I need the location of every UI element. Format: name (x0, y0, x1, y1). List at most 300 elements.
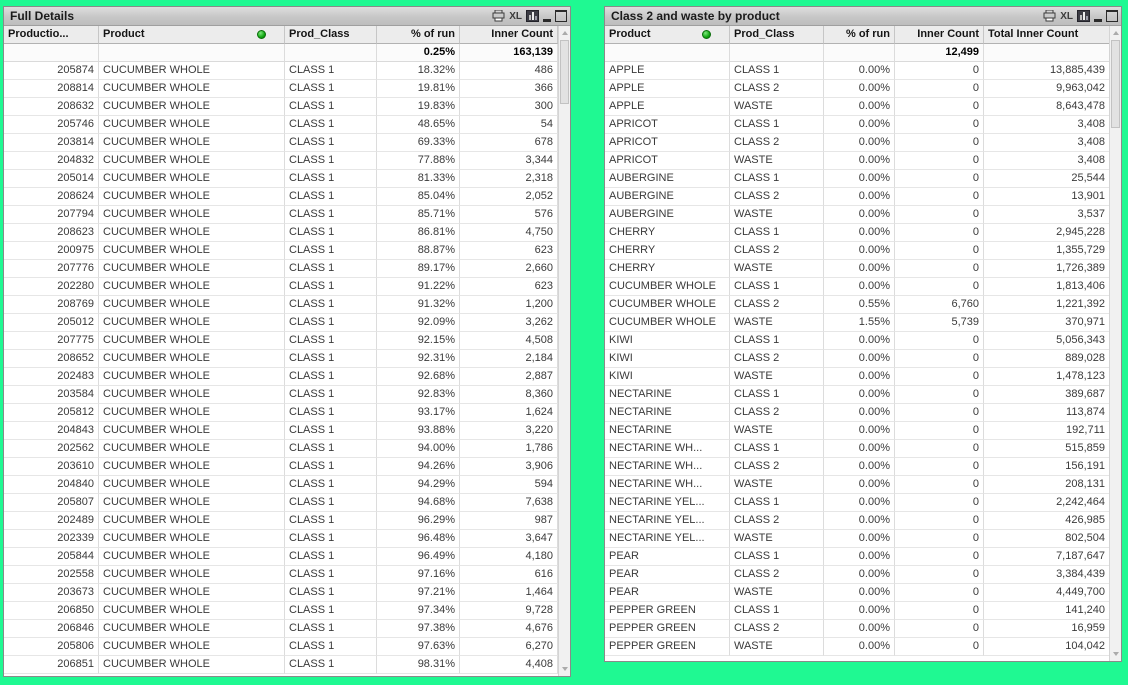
cell-pct-of-run[interactable]: 1.55% (824, 314, 895, 332)
cell-inner-count[interactable]: 9,728 (460, 602, 558, 620)
cell-total-inner-count[interactable]: 389,687 (984, 386, 1110, 404)
cell-inner-count[interactable]: 5,739 (895, 314, 984, 332)
cell-production[interactable]: 208769 (4, 296, 99, 314)
cell-product[interactable]: CUCUMBER WHOLE (605, 314, 730, 332)
cell-pct-of-run[interactable]: 0.00% (824, 548, 895, 566)
cell-pct-of-run[interactable]: 0.00% (824, 440, 895, 458)
scrollbar-thumb[interactable] (1111, 40, 1120, 128)
cell-product[interactable]: CUCUMBER WHOLE (605, 296, 730, 314)
cell-prod-class[interactable]: CLASS 2 (730, 242, 824, 260)
cell-inner-count[interactable]: 4,180 (460, 548, 558, 566)
cell-total-inner-count[interactable]: 13,901 (984, 188, 1110, 206)
cell-production[interactable]: 203673 (4, 584, 99, 602)
cell-pct-of-run[interactable]: 85.04% (377, 188, 460, 206)
cell-product[interactable]: CUCUMBER WHOLE (99, 134, 285, 152)
cell-product[interactable]: CUCUMBER WHOLE (99, 98, 285, 116)
scrollbar-thumb[interactable] (560, 40, 569, 104)
cell-total-inner-count[interactable]: 3,408 (984, 152, 1110, 170)
cell-product[interactable]: CUCUMBER WHOLE (99, 152, 285, 170)
cell-product[interactable]: KIWI (605, 332, 730, 350)
cell-prod-class[interactable]: CLASS 1 (285, 296, 377, 314)
cell-product[interactable]: CUCUMBER WHOLE (99, 440, 285, 458)
cell-inner-count[interactable]: 3,220 (460, 422, 558, 440)
cell-prod-class[interactable]: CLASS 1 (285, 584, 377, 602)
cell-prod-class[interactable]: CLASS 1 (285, 512, 377, 530)
cell-pct-of-run[interactable]: 48.65% (377, 116, 460, 134)
cell-prod-class[interactable]: WASTE (730, 314, 824, 332)
cell-inner-count[interactable]: 0 (895, 152, 984, 170)
cell-inner-count[interactable]: 3,344 (460, 152, 558, 170)
cell-product[interactable]: CHERRY (605, 224, 730, 242)
minimize-icon[interactable] (1094, 9, 1102, 23)
cell-pct-of-run[interactable]: 0.00% (824, 80, 895, 98)
cell-pct-of-run[interactable]: 93.88% (377, 422, 460, 440)
cell-total-inner-count[interactable]: 3,408 (984, 116, 1110, 134)
cell-inner-count[interactable]: 0 (895, 260, 984, 278)
cell-pct-of-run[interactable]: 0.00% (824, 134, 895, 152)
cell-prod-class[interactable]: CLASS 1 (285, 566, 377, 584)
cell-inner-count[interactable]: 0 (895, 278, 984, 296)
cell-prod-class[interactable]: CLASS 1 (285, 206, 377, 224)
column-header-prod-class[interactable]: Prod_Class (730, 26, 824, 44)
cell-production[interactable]: 205874 (4, 62, 99, 80)
print-icon[interactable] (1043, 9, 1056, 23)
cell-pct-of-run[interactable]: 0.00% (824, 350, 895, 368)
cell-prod-class[interactable]: CLASS 2 (730, 350, 824, 368)
cell-prod-class[interactable]: WASTE (730, 584, 824, 602)
cell-pct-of-run[interactable]: 81.33% (377, 170, 460, 188)
cell-total-inner-count[interactable]: 7,187,647 (984, 548, 1110, 566)
cell-production[interactable]: 207776 (4, 260, 99, 278)
cell-prod-class[interactable]: WASTE (730, 206, 824, 224)
cell-prod-class[interactable]: CLASS 1 (285, 404, 377, 422)
cell-pct-of-run[interactable]: 94.00% (377, 440, 460, 458)
cell-product[interactable]: KIWI (605, 368, 730, 386)
cell-prod-class[interactable]: CLASS 1 (285, 422, 377, 440)
cell-prod-class[interactable]: CLASS 1 (285, 278, 377, 296)
cell-inner-count[interactable]: 623 (460, 242, 558, 260)
cell-pct-of-run[interactable]: 0.00% (824, 638, 895, 656)
cell-product[interactable]: APPLE (605, 98, 730, 116)
cell-inner-count[interactable]: 623 (460, 278, 558, 296)
cell-product[interactable]: NECTARINE WH... (605, 476, 730, 494)
cell-prod-class[interactable]: CLASS 1 (285, 170, 377, 188)
cell-production[interactable]: 203814 (4, 134, 99, 152)
cell-inner-count[interactable]: 0 (895, 620, 984, 638)
cell-product[interactable]: CUCUMBER WHOLE (99, 512, 285, 530)
excel-export-icon[interactable]: XL (509, 10, 522, 22)
cell-total-inner-count[interactable]: 3,537 (984, 206, 1110, 224)
cell-inner-count[interactable]: 0 (895, 530, 984, 548)
cell-product[interactable]: CUCUMBER WHOLE (99, 188, 285, 206)
cell-inner-count[interactable]: 0 (895, 512, 984, 530)
cell-pct-of-run[interactable]: 93.17% (377, 404, 460, 422)
cell-prod-class[interactable]: WASTE (730, 476, 824, 494)
cell-product[interactable]: CUCUMBER WHOLE (99, 206, 285, 224)
cell-production[interactable]: 208632 (4, 98, 99, 116)
cell-prod-class[interactable]: WASTE (730, 260, 824, 278)
cell-product[interactable]: NECTARINE YEL... (605, 530, 730, 548)
cell-prod-class[interactable]: CLASS 2 (730, 188, 824, 206)
cell-prod-class[interactable]: CLASS 2 (730, 620, 824, 638)
cell-product[interactable]: CUCUMBER WHOLE (99, 422, 285, 440)
cell-inner-count[interactable]: 987 (460, 512, 558, 530)
cell-pct-of-run[interactable]: 96.48% (377, 530, 460, 548)
cell-inner-count[interactable]: 486 (460, 62, 558, 80)
cell-inner-count[interactable]: 594 (460, 476, 558, 494)
cell-pct-of-run[interactable]: 0.00% (824, 188, 895, 206)
cell-inner-count[interactable]: 0 (895, 386, 984, 404)
cell-pct-of-run[interactable]: 0.55% (824, 296, 895, 314)
column-header-production[interactable]: Productio... (4, 26, 99, 44)
cell-inner-count[interactable]: 0 (895, 494, 984, 512)
cell-inner-count[interactable]: 1,200 (460, 296, 558, 314)
cell-pct-of-run[interactable]: 0.00% (824, 62, 895, 80)
cell-inner-count[interactable]: 8,360 (460, 386, 558, 404)
cell-production[interactable]: 205746 (4, 116, 99, 134)
cell-prod-class[interactable]: CLASS 1 (730, 440, 824, 458)
cell-prod-class[interactable]: CLASS 1 (285, 80, 377, 98)
cell-prod-class[interactable]: CLASS 1 (285, 620, 377, 638)
cell-inner-count[interactable]: 0 (895, 80, 984, 98)
column-header-product[interactable]: Product (99, 26, 285, 44)
cell-inner-count[interactable]: 54 (460, 116, 558, 134)
cell-total-inner-count[interactable]: 1,221,392 (984, 296, 1110, 314)
cell-product[interactable]: CUCUMBER WHOLE (99, 530, 285, 548)
cell-pct-of-run[interactable]: 0.00% (824, 476, 895, 494)
cell-inner-count[interactable]: 0 (895, 422, 984, 440)
scroll-up-icon[interactable] (1110, 27, 1121, 39)
cell-prod-class[interactable]: CLASS 1 (730, 332, 824, 350)
cell-inner-count[interactable]: 4,508 (460, 332, 558, 350)
cell-product[interactable]: APRICOT (605, 134, 730, 152)
cell-prod-class[interactable]: CLASS 2 (730, 404, 824, 422)
cell-prod-class[interactable]: CLASS 2 (730, 566, 824, 584)
cell-product[interactable]: CUCUMBER WHOLE (99, 368, 285, 386)
cell-product[interactable]: NECTARINE YEL... (605, 494, 730, 512)
cell-product[interactable]: CHERRY (605, 260, 730, 278)
cell-prod-class[interactable]: CLASS 1 (285, 494, 377, 512)
vertical-scrollbar[interactable] (1109, 26, 1121, 661)
cell-inner-count[interactable]: 3,647 (460, 530, 558, 548)
cell-total-inner-count[interactable]: 3,408 (984, 134, 1110, 152)
cell-inner-count[interactable]: 0 (895, 458, 984, 476)
cell-pct-of-run[interactable]: 92.31% (377, 350, 460, 368)
cell-inner-count[interactable]: 0 (895, 62, 984, 80)
cell-inner-count[interactable]: 4,408 (460, 656, 558, 674)
cell-production[interactable]: 206851 (4, 656, 99, 674)
cell-inner-count[interactable]: 4,676 (460, 620, 558, 638)
cell-production[interactable]: 208652 (4, 350, 99, 368)
cell-inner-count[interactable]: 1,786 (460, 440, 558, 458)
cell-pct-of-run[interactable]: 89.17% (377, 260, 460, 278)
print-icon[interactable] (492, 9, 505, 23)
cell-production[interactable]: 208624 (4, 188, 99, 206)
cell-product[interactable]: CUCUMBER WHOLE (99, 242, 285, 260)
cell-prod-class[interactable]: CLASS 2 (730, 458, 824, 476)
cell-prod-class[interactable]: CLASS 1 (285, 314, 377, 332)
cell-pct-of-run[interactable]: 96.29% (377, 512, 460, 530)
cell-pct-of-run[interactable]: 0.00% (824, 152, 895, 170)
maximize-icon[interactable] (1106, 9, 1118, 23)
cell-total-inner-count[interactable]: 208,131 (984, 476, 1110, 494)
cell-inner-count[interactable]: 0 (895, 116, 984, 134)
cell-pct-of-run[interactable]: 0.00% (824, 404, 895, 422)
cell-prod-class[interactable]: CLASS 1 (285, 386, 377, 404)
cell-product[interactable]: CUCUMBER WHOLE (99, 494, 285, 512)
cell-prod-class[interactable]: WASTE (730, 638, 824, 656)
cell-pct-of-run[interactable]: 0.00% (824, 368, 895, 386)
cell-inner-count[interactable]: 0 (895, 602, 984, 620)
cell-production[interactable]: 204840 (4, 476, 99, 494)
cell-pct-of-run[interactable]: 92.83% (377, 386, 460, 404)
cell-product[interactable]: CUCUMBER WHOLE (99, 260, 285, 278)
cell-product[interactable]: APRICOT (605, 116, 730, 134)
cell-prod-class[interactable]: CLASS 1 (285, 332, 377, 350)
cell-inner-count[interactable]: 576 (460, 206, 558, 224)
cell-product[interactable]: CUCUMBER WHOLE (99, 602, 285, 620)
cell-production[interactable]: 205844 (4, 548, 99, 566)
cell-product[interactable]: CUCUMBER WHOLE (99, 116, 285, 134)
cell-inner-count[interactable]: 0 (895, 476, 984, 494)
cell-prod-class[interactable]: CLASS 1 (285, 188, 377, 206)
cell-product[interactable]: CUCUMBER WHOLE (99, 476, 285, 494)
cell-pct-of-run[interactable]: 97.16% (377, 566, 460, 584)
cell-production[interactable]: 203584 (4, 386, 99, 404)
cell-product[interactable]: PEAR (605, 566, 730, 584)
cell-inner-count[interactable]: 0 (895, 584, 984, 602)
cell-total-inner-count[interactable]: 1,478,123 (984, 368, 1110, 386)
cell-product[interactable]: AUBERGINE (605, 170, 730, 188)
cell-pct-of-run[interactable]: 0.00% (824, 620, 895, 638)
cell-inner-count[interactable]: 3,906 (460, 458, 558, 476)
cell-pct-of-run[interactable]: 97.63% (377, 638, 460, 656)
cell-pct-of-run[interactable]: 86.81% (377, 224, 460, 242)
cell-total-inner-count[interactable]: 515,859 (984, 440, 1110, 458)
cell-inner-count[interactable]: 0 (895, 206, 984, 224)
cell-pct-of-run[interactable]: 0.00% (824, 386, 895, 404)
cell-total-inner-count[interactable]: 802,504 (984, 530, 1110, 548)
fast-type-change-chart-icon[interactable] (526, 9, 539, 23)
cell-total-inner-count[interactable]: 889,028 (984, 350, 1110, 368)
cell-inner-count[interactable]: 616 (460, 566, 558, 584)
cell-prod-class[interactable]: CLASS 1 (285, 350, 377, 368)
cell-prod-class[interactable]: CLASS 2 (730, 296, 824, 314)
cell-inner-count[interactable]: 2,318 (460, 170, 558, 188)
cell-pct-of-run[interactable]: 0.00% (824, 242, 895, 260)
cell-production[interactable]: 205806 (4, 638, 99, 656)
column-header-inner-count[interactable]: Inner Count (460, 26, 558, 44)
cell-pct-of-run[interactable]: 0.00% (824, 494, 895, 512)
cell-pct-of-run[interactable]: 94.68% (377, 494, 460, 512)
cell-product[interactable]: NECTARINE WH... (605, 440, 730, 458)
cell-inner-count[interactable]: 0 (895, 566, 984, 584)
cell-production[interactable]: 202558 (4, 566, 99, 584)
cell-pct-of-run[interactable]: 92.15% (377, 332, 460, 350)
cell-product[interactable]: CUCUMBER WHOLE (99, 584, 285, 602)
cell-production[interactable]: 202562 (4, 440, 99, 458)
cell-product[interactable]: CUCUMBER WHOLE (99, 548, 285, 566)
cell-inner-count[interactable]: 0 (895, 242, 984, 260)
cell-inner-count[interactable]: 6,270 (460, 638, 558, 656)
cell-product[interactable]: NECTARINE (605, 386, 730, 404)
cell-pct-of-run[interactable]: 0.00% (824, 422, 895, 440)
cell-pct-of-run[interactable]: 0.00% (824, 98, 895, 116)
cell-prod-class[interactable]: CLASS 1 (285, 98, 377, 116)
cell-total-inner-count[interactable]: 16,959 (984, 620, 1110, 638)
cell-inner-count[interactable]: 0 (895, 98, 984, 116)
cell-inner-count[interactable]: 4,750 (460, 224, 558, 242)
cell-prod-class[interactable]: CLASS 1 (730, 224, 824, 242)
cell-pct-of-run[interactable]: 94.26% (377, 458, 460, 476)
cell-prod-class[interactable]: CLASS 1 (730, 278, 824, 296)
cell-inner-count[interactable]: 0 (895, 188, 984, 206)
cell-pct-of-run[interactable]: 77.88% (377, 152, 460, 170)
cell-product[interactable]: CUCUMBER WHOLE (99, 62, 285, 80)
cell-prod-class[interactable]: CLASS 1 (285, 602, 377, 620)
cell-pct-of-run[interactable]: 0.00% (824, 602, 895, 620)
column-header-product[interactable]: Product (605, 26, 730, 44)
full-details-titlebar[interactable] (4, 7, 570, 26)
cell-prod-class[interactable]: CLASS 1 (285, 224, 377, 242)
cell-pct-of-run[interactable]: 0.00% (824, 170, 895, 188)
cell-pct-of-run[interactable]: 0.00% (824, 566, 895, 584)
cell-product[interactable]: CUCUMBER WHOLE (99, 350, 285, 368)
cell-product[interactable]: KIWI (605, 350, 730, 368)
cell-production[interactable]: 205807 (4, 494, 99, 512)
cell-pct-of-run[interactable]: 97.34% (377, 602, 460, 620)
cell-pct-of-run[interactable]: 0.00% (824, 116, 895, 134)
cell-inner-count[interactable]: 366 (460, 80, 558, 98)
excel-export-icon[interactable]: XL (1060, 10, 1073, 22)
cell-prod-class[interactable]: WASTE (730, 98, 824, 116)
cell-product[interactable]: CUCUMBER WHOLE (99, 656, 285, 674)
cell-product[interactable]: NECTARINE (605, 404, 730, 422)
cell-inner-count[interactable]: 1,624 (460, 404, 558, 422)
cell-product[interactable]: CUCUMBER WHOLE (99, 620, 285, 638)
cell-prod-class[interactable]: CLASS 1 (730, 494, 824, 512)
cell-production[interactable]: 206850 (4, 602, 99, 620)
cell-pct-of-run[interactable]: 91.22% (377, 278, 460, 296)
scroll-down-icon[interactable] (559, 663, 570, 675)
cell-production[interactable]: 208623 (4, 224, 99, 242)
cell-product[interactable]: CUCUMBER WHOLE (99, 296, 285, 314)
cell-product[interactable]: CUCUMBER WHOLE (99, 566, 285, 584)
maximize-icon[interactable] (555, 9, 567, 23)
cell-prod-class[interactable]: WASTE (730, 152, 824, 170)
cell-prod-class[interactable]: CLASS 1 (730, 602, 824, 620)
cell-inner-count[interactable]: 2,660 (460, 260, 558, 278)
cell-total-inner-count[interactable]: 113,874 (984, 404, 1110, 422)
cell-prod-class[interactable]: CLASS 1 (285, 458, 377, 476)
cell-prod-class[interactable]: CLASS 1 (730, 170, 824, 188)
fast-type-change-chart-icon[interactable] (1077, 9, 1090, 23)
cell-product[interactable]: APPLE (605, 80, 730, 98)
column-header-inner-count[interactable]: Inner Count (895, 26, 984, 44)
cell-total-inner-count[interactable]: 370,971 (984, 314, 1110, 332)
cell-inner-count[interactable]: 0 (895, 404, 984, 422)
cell-prod-class[interactable]: CLASS 1 (285, 242, 377, 260)
cell-prod-class[interactable]: CLASS 1 (730, 116, 824, 134)
scroll-down-icon[interactable] (1110, 648, 1121, 660)
cell-prod-class[interactable]: CLASS 1 (285, 440, 377, 458)
cell-inner-count[interactable]: 0 (895, 368, 984, 386)
vertical-scrollbar[interactable] (558, 26, 570, 676)
column-header-pct-of-run[interactable]: % of run (377, 26, 460, 44)
cell-total-inner-count[interactable]: 4,449,700 (984, 584, 1110, 602)
cell-total-inner-count[interactable]: 9,963,042 (984, 80, 1110, 98)
cell-prod-class[interactable]: CLASS 1 (285, 152, 377, 170)
cell-inner-count[interactable]: 0 (895, 224, 984, 242)
cell-prod-class[interactable]: WASTE (730, 368, 824, 386)
cell-prod-class[interactable]: CLASS 2 (730, 80, 824, 98)
cell-pct-of-run[interactable]: 91.32% (377, 296, 460, 314)
cell-prod-class[interactable]: CLASS 1 (285, 368, 377, 386)
cell-prod-class[interactable]: CLASS 1 (730, 386, 824, 404)
cell-inner-count[interactable]: 2,184 (460, 350, 558, 368)
cell-production[interactable]: 200975 (4, 242, 99, 260)
cell-pct-of-run[interactable]: 0.00% (824, 512, 895, 530)
cell-inner-count[interactable]: 678 (460, 134, 558, 152)
cell-product[interactable]: CUCUMBER WHOLE (99, 224, 285, 242)
cell-production[interactable]: 205014 (4, 170, 99, 188)
cell-inner-count[interactable]: 300 (460, 98, 558, 116)
cell-product[interactable]: NECTARINE WH... (605, 458, 730, 476)
cell-pct-of-run[interactable]: 98.31% (377, 656, 460, 674)
cell-total-inner-count[interactable]: 1,726,389 (984, 260, 1110, 278)
cell-pct-of-run[interactable]: 88.87% (377, 242, 460, 260)
class2-waste-titlebar[interactable] (605, 7, 1121, 26)
cell-inner-count[interactable]: 3,262 (460, 314, 558, 332)
cell-prod-class[interactable]: CLASS 1 (285, 548, 377, 566)
cell-total-inner-count[interactable]: 2,945,228 (984, 224, 1110, 242)
cell-inner-count[interactable]: 2,887 (460, 368, 558, 386)
cell-prod-class[interactable]: CLASS 1 (285, 476, 377, 494)
cell-prod-class[interactable]: CLASS 1 (285, 62, 377, 80)
cell-prod-class[interactable]: WASTE (730, 530, 824, 548)
cell-pct-of-run[interactable]: 0.00% (824, 530, 895, 548)
column-header-prod-class[interactable]: Prod_Class (285, 26, 377, 44)
cell-product[interactable]: NECTARINE (605, 422, 730, 440)
cell-production[interactable]: 202483 (4, 368, 99, 386)
cell-pct-of-run[interactable]: 19.81% (377, 80, 460, 98)
cell-inner-count[interactable]: 0 (895, 548, 984, 566)
cell-pct-of-run[interactable]: 85.71% (377, 206, 460, 224)
cell-inner-count[interactable]: 7,638 (460, 494, 558, 512)
cell-inner-count[interactable]: 0 (895, 332, 984, 350)
cell-product[interactable]: CUCUMBER WHOLE (99, 386, 285, 404)
cell-production[interactable]: 208814 (4, 80, 99, 98)
cell-pct-of-run[interactable]: 92.09% (377, 314, 460, 332)
cell-pct-of-run[interactable]: 0.00% (824, 458, 895, 476)
cell-production[interactable]: 205812 (4, 404, 99, 422)
cell-total-inner-count[interactable]: 1,813,406 (984, 278, 1110, 296)
cell-pct-of-run[interactable]: 69.33% (377, 134, 460, 152)
cell-product[interactable]: APPLE (605, 62, 730, 80)
cell-inner-count[interactable]: 6,760 (895, 296, 984, 314)
cell-total-inner-count[interactable]: 3,384,439 (984, 566, 1110, 584)
cell-product[interactable]: AUBERGINE (605, 188, 730, 206)
cell-inner-count[interactable]: 1,464 (460, 584, 558, 602)
cell-pct-of-run[interactable]: 0.00% (824, 332, 895, 350)
cell-total-inner-count[interactable]: 13,885,439 (984, 62, 1110, 80)
cell-production[interactable]: 202280 (4, 278, 99, 296)
cell-total-inner-count[interactable]: 104,042 (984, 638, 1110, 656)
cell-total-inner-count[interactable]: 1,355,729 (984, 242, 1110, 260)
cell-pct-of-run[interactable]: 94.29% (377, 476, 460, 494)
cell-product[interactable]: CUCUMBER WHOLE (99, 278, 285, 296)
cell-product[interactable]: PEPPER GREEN (605, 638, 730, 656)
